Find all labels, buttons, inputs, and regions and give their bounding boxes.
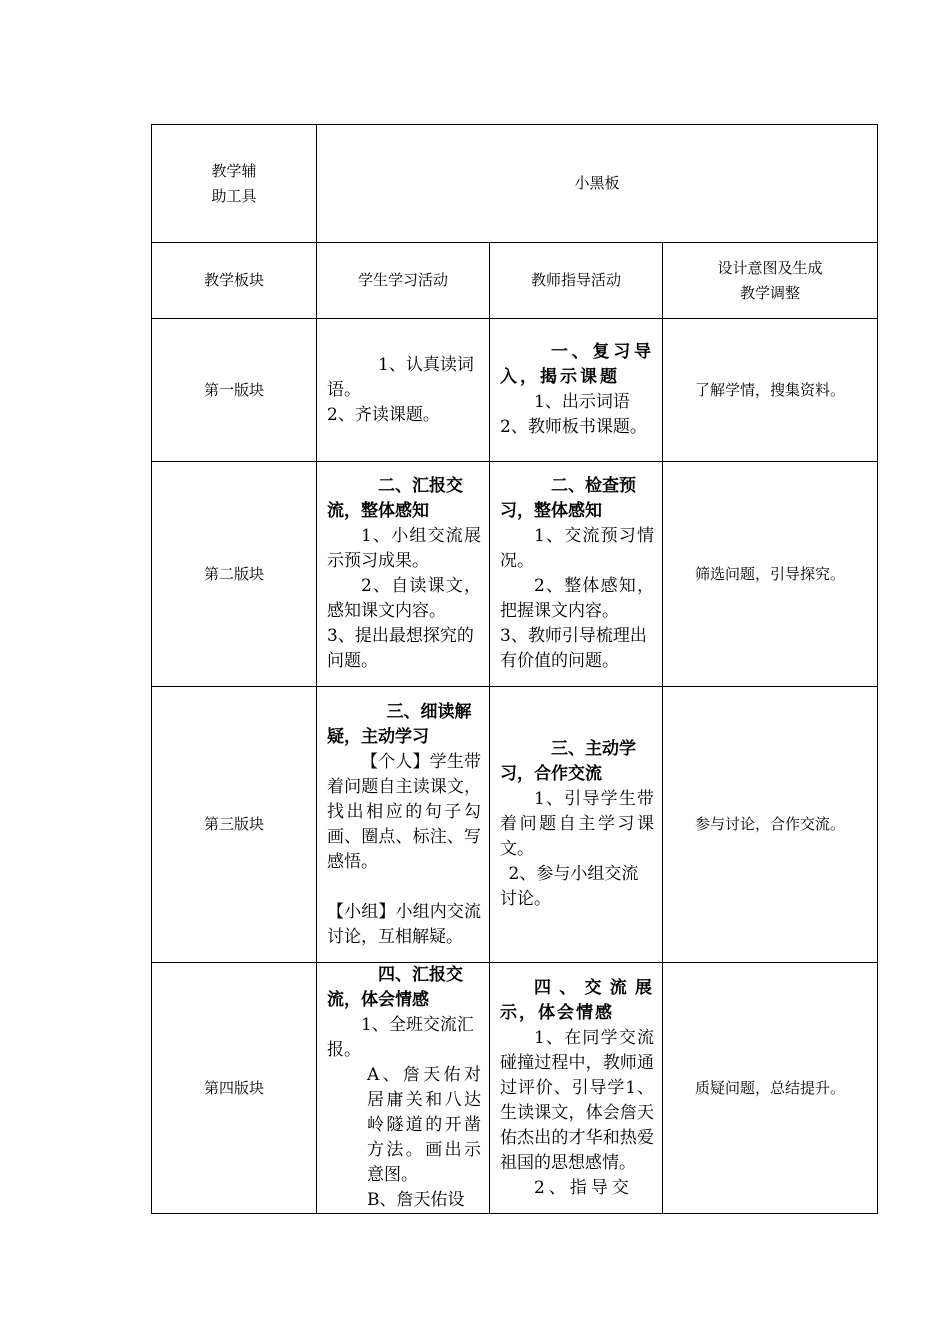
teacher-item: 1、出示词语 (534, 392, 630, 412)
student-title: 三、细读解疑，主动学习 (327, 701, 472, 747)
teacher-cell (490, 687, 663, 963)
student-item: A、詹天佑对居庸关和八达岭隧道的开凿方法。画出示意图。 (367, 1065, 481, 1185)
block-row-2 (152, 462, 878, 687)
student-cell (317, 462, 490, 687)
header-teacher: 教师指导活动 (490, 243, 663, 319)
block-row-1 (152, 319, 878, 462)
tools-label-cell (152, 125, 317, 243)
teacher-item: 3、教师引导梳理出有价值的问题。 (500, 626, 647, 671)
student-item: B、詹天佑设 (367, 1190, 465, 1210)
student-cell (317, 963, 490, 1214)
teacher-title: 四、交流展示，体会情感 (500, 977, 654, 1023)
student-item: 1、小组交流展示预习成果。 (327, 526, 481, 571)
student-title: 四、汇报交流，体会情感 (327, 965, 463, 1010)
student-item: 1、认真读词语。 (327, 354, 474, 400)
block-name: 第二版块 (152, 462, 317, 687)
tools-row (152, 125, 878, 243)
tools-label: 教学辅 助工具 (211, 161, 257, 205)
student-cell (317, 687, 490, 963)
teacher-item: 2、整体感知，把握课文内容。 (500, 576, 654, 621)
student-item: 2、齐读课题。 (327, 404, 440, 425)
student-item: 【个人】学生带着问题自主读课文，找出相应的句子勾画、圈点、标注、写感悟。 (327, 751, 481, 872)
teacher-item: 1、在同学交流碰撞过程中，教师通过评价、引导学1、生读课文，体会詹天佑杰出的才华和热爱祖国的思想感情。 (500, 1027, 654, 1173)
header-intent (663, 243, 878, 319)
block-row-3 (152, 687, 878, 963)
student-item: 3、提出最想探究的问题。 (327, 626, 474, 671)
teacher-item: 2、指导交 (534, 1177, 633, 1198)
student-title: 二、汇报交流，整体感知 (327, 476, 463, 521)
teacher-title: 二、检查预习，整体感知 (500, 476, 636, 521)
block-name: 第四版块 (152, 963, 317, 1214)
intent-cell: 参与讨论，合作交流。 (663, 687, 878, 963)
tools-value-cell (317, 125, 878, 243)
student-cell (317, 319, 490, 462)
header-block: 教学板块 (152, 243, 317, 319)
teacher-item: 2、教师板书课题。 (500, 417, 647, 437)
tools-value: 小黑板 (574, 174, 620, 192)
block-row-4 (152, 963, 878, 1214)
block-name: 第三版块 (152, 687, 317, 963)
header-student: 学生学习活动 (317, 243, 490, 319)
student-item: 2、自读课文，感知课文内容。 (327, 576, 481, 621)
teacher-title: 三、主动学习，合作交流 (500, 739, 636, 784)
intent-cell: 质疑问题，总结提升。 (663, 963, 878, 1214)
teacher-item: 2、参与小组交流讨论。 (500, 864, 639, 909)
intent-cell: 了解学情，搜集资料。 (663, 319, 878, 462)
spacer (327, 875, 481, 900)
teacher-cell (490, 319, 663, 462)
lesson-plan-table (151, 124, 878, 1214)
teacher-cell (490, 963, 663, 1214)
intent-cell: 筛选问题，引导探究。 (663, 462, 878, 687)
teacher-item: 1、引导学生带着问题自主学习课文。 (500, 789, 654, 859)
header-row (152, 243, 878, 319)
teacher-cell (490, 462, 663, 687)
block-name: 第一版块 (152, 319, 317, 462)
header-intent-text: 设计意图及生成 教学调整 (717, 258, 823, 302)
student-item: 【小组】小组内交流讨论，互相解疑。 (327, 901, 481, 947)
student-item: 1、全班交流汇报。 (327, 1015, 474, 1060)
teacher-item: 1、交流预习情况。 (500, 526, 654, 571)
teacher-title: 一、复习导入，揭示课题 (500, 342, 654, 387)
